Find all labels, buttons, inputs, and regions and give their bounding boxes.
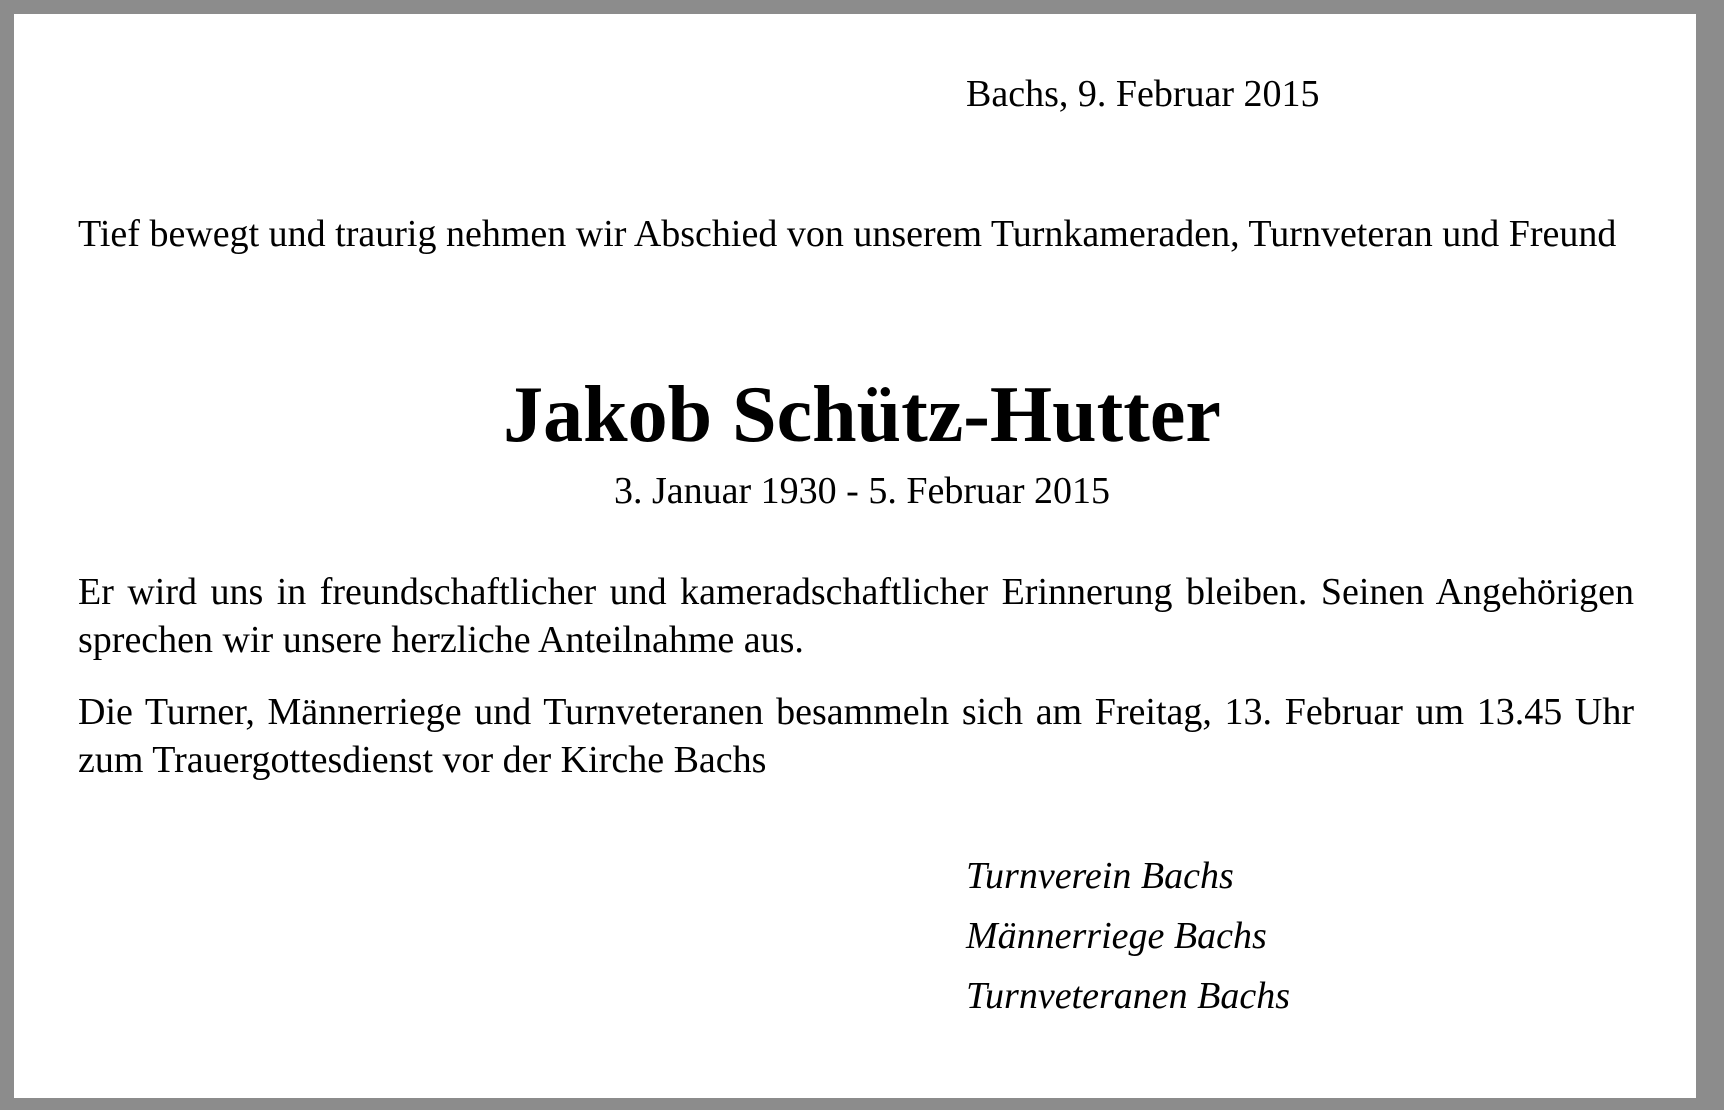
deceased-name: Jakob Schütz-Hutter [503,371,1221,459]
funeral-info-paragraph: Die Turner, Männerriege und Turnveteranen besammeln sich am Freitag, 13. Februar um 13.45 Uhr zum Trauergottesdienst vor der Kirche Bachs [78,691,1634,781]
obituary-page [14,14,1696,1098]
lifespan-dates: 3. Januar 1930 - 5. Februar 2015 [613,470,1110,512]
signatory-turnverein: Turnverein Bachs [966,855,1234,897]
signatory-turnveteranen: Turnveteranen Bachs [966,975,1291,1017]
signatories [966,846,1290,1026]
signatory-maennerriege: Männerriege Bachs [966,915,1267,957]
place-date: Bachs, 9. Februar 2015 [966,73,1320,115]
condolence-paragraph: Er wird uns in freundschaftlicher und kameradschaftlicher Erinnerung bleiben. Seinen Angehörigen sprechen wir unsere herzliche Anteilnahme aus. [78,571,1634,661]
intro-text: Tief bewegt und traurig nehmen wir Abschied von unserem Turnkameraden, Turnveteran und Freund [78,213,1617,255]
